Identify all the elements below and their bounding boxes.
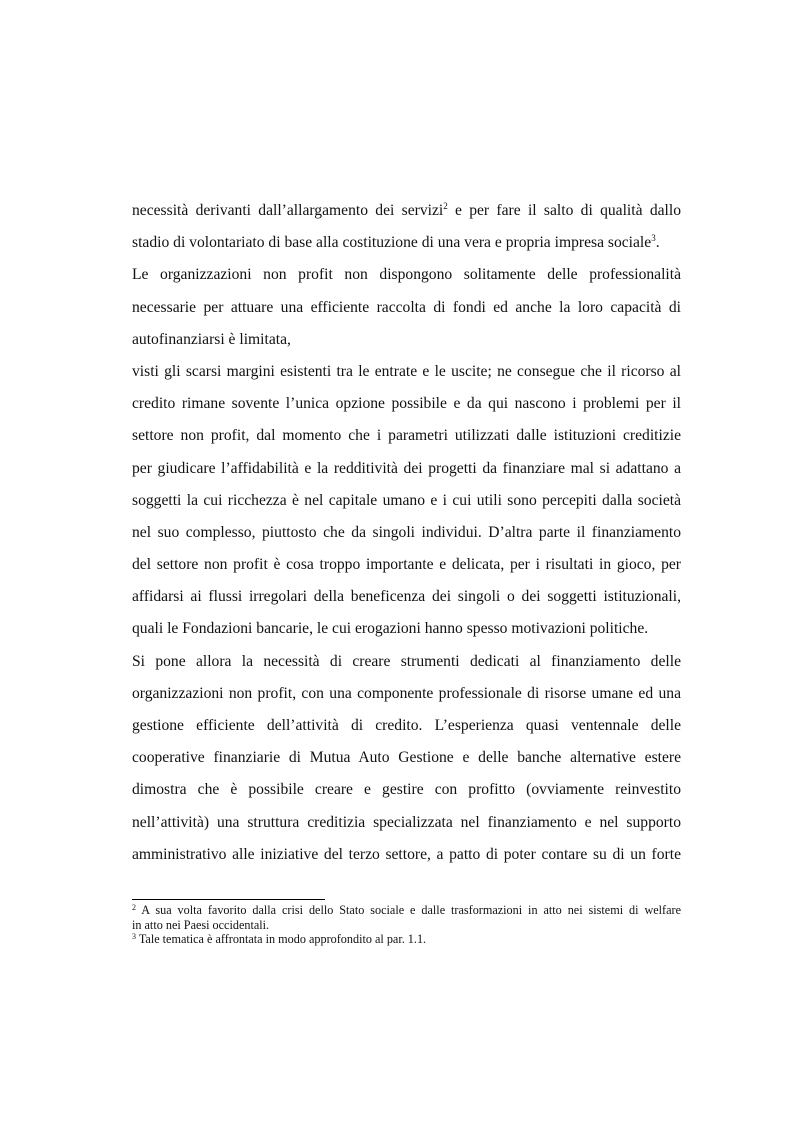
body-line: necessarie per attuare una efficiente raccolta di fondi ed anche la loro capacità di: [132, 298, 681, 316]
body-line: [132, 195, 681, 227]
body-line: dimostra che è possibile creare e gestire con profitto (ovviamente reinvestito: [132, 781, 681, 799]
footnote-3: [132, 932, 681, 947]
body-text: [132, 195, 681, 871]
body-line: Si pone allora la necessità di creare strumenti dedicati al finanziamento delle: [132, 652, 681, 670]
body-line: Le organizzazioni non profit non dispongono solitamente delle professionalità: [132, 266, 681, 284]
body-line: credito rimane sovente l’unica opzione possibile e da qui nascono i problemi per il: [132, 395, 681, 413]
footnote-text: Tale tematica è affrontata in modo approfondito al par. 1.1.: [136, 932, 427, 947]
footnote-ref[interactable]: 3: [651, 233, 656, 244]
body-line: affidarsi ai flussi irregolari della beneficenza dei singoli o dei soggetti istituzionali,: [132, 588, 681, 606]
body-line: organizzazioni non profit, con una componente professionale di risorse umane ed una: [132, 684, 681, 702]
text-span: stadio di volontariato di base alla costituzione di una vera e propria impresa sociale: [132, 234, 652, 252]
body-line: autofinanziarsi è limitata,: [132, 330, 291, 348]
text-span: .: [655, 234, 660, 252]
body-line: visti gli scarsi margini esistenti tra le entrate e le uscite; ne consegue che il ricorso al: [132, 362, 681, 380]
body-line: per giudicare l’affidabilità e la redditività dei progetti da finanziare mal si adattano a: [132, 459, 681, 477]
body-line: gestione efficiente dell’attività di credito. L’esperienza quasi ventennale delle: [132, 717, 681, 734]
text-span: necessità derivanti dall’allargamento dei servizi: [132, 202, 444, 219]
body-line: nell’attività) una struttura creditizia specializzata nel finanziamento e nel supporto: [132, 813, 681, 831]
body-line: nel suo complesso, piuttosto che da singoli individui. D’altra parte il finanziamento: [132, 523, 681, 541]
body-line: soggetti la cui ricchezza è nel capitale umano e i cui utili sono percepiti dalla società: [132, 491, 681, 509]
body-line: cooperative finanziarie di Mutua Auto Gestione e delle banche alternative estere: [132, 749, 681, 767]
body-line: [132, 227, 681, 259]
footnote-mark: 3: [132, 932, 136, 942]
footnotes: [132, 903, 681, 947]
body-line: amministrativo alle iniziative del terzo settore, a patto di poter contare su di un forte: [132, 845, 681, 863]
footnote-divider: [132, 899, 325, 900]
body-line: quali le Fondazioni bancarie, le cui erogazioni hanno spesso motivazioni politiche.: [132, 620, 649, 638]
footnote-text: A sua volta favorito dalla crisi dello Stato sociale e dalle trasformazioni in atto nei sistemi di welfare: [136, 903, 681, 917]
footnote-mark: 2: [132, 903, 136, 912]
footnote-ref[interactable]: 2: [443, 201, 448, 211]
body-line: del settore non profit è cosa troppo importante e delicata, per i risultati in gioco, per: [132, 556, 681, 574]
body-line: settore non profit, dal momento che i parametri utilizzati dalle istituzioni creditizie: [132, 427, 681, 445]
footnote-2-continuation: in atto nei Paesi occidentali.: [132, 917, 270, 932]
footnote-2: [132, 903, 681, 918]
text-span: e per fare il salto di qualità dallo: [447, 202, 681, 219]
